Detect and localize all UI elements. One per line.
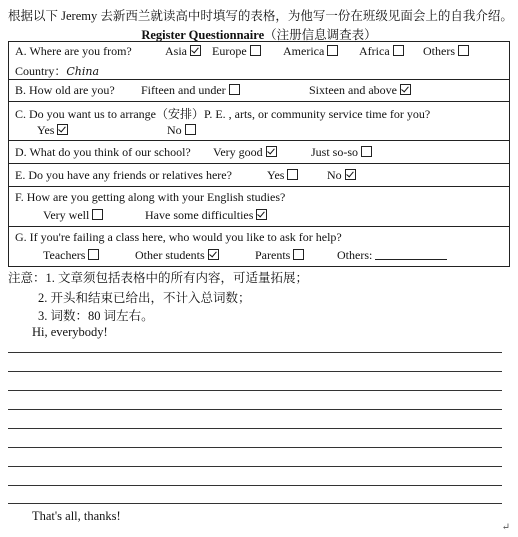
essay-closing: That's all, thanks! [32,509,121,523]
form-title-en: Register Questionnaire [141,28,265,42]
option-c-yes: Yes [37,123,68,138]
question-d: D. What do you think of our school? [15,145,191,159]
option-sixteen-above: Sixteen and above [309,83,411,98]
writing-line-9[interactable] [8,503,502,504]
option-europe: Europe [212,44,261,59]
option-e-yes: Yes [267,168,298,183]
checkbox-america[interactable] [327,45,338,56]
checkbox-very-well[interactable] [92,209,103,220]
checkbox-c-yes[interactable] [57,124,68,135]
checkbox-e-yes[interactable] [287,169,298,180]
option-c-no: No [167,123,196,138]
writing-line-1[interactable] [8,352,502,353]
checkbox-asia[interactable] [190,45,201,56]
writing-line-3[interactable] [8,390,502,391]
writing-line-5[interactable] [8,428,502,429]
question-a: A. Where are you from? [15,44,132,58]
row-b [9,80,510,102]
row-d [9,141,510,164]
option-teachers: Teachers [43,248,99,263]
questionnaire-table [8,41,510,267]
writing-line-7[interactable] [8,466,502,467]
option-africa: Africa [359,44,404,59]
option-very-good: Very good [213,145,277,160]
question-g: G. If you're failing a class here, who would you like to ask for help? [15,230,342,244]
option-e-no: No [327,168,356,183]
row-f [9,187,510,227]
question-e: E. Do you have any friends or relatives here? [15,168,232,182]
writing-line-8[interactable] [8,485,502,486]
question-b: B. How old are you? [15,83,115,97]
note-3: 3. 词数：80 词左右。 [38,309,154,323]
writing-line-4[interactable] [8,409,502,410]
checkbox-very-good[interactable] [266,146,277,157]
option-other-students: Other students [135,248,219,263]
checkbox-europe[interactable] [250,45,261,56]
checkbox-others[interactable] [458,45,469,56]
question-c: C. Do you want us to arrange（安排）P. E. , arts, or community service time for you? [15,107,431,121]
checkbox-just-so-so[interactable] [361,146,372,157]
checkbox-africa[interactable] [393,45,404,56]
checkbox-parents[interactable] [293,249,304,260]
checkbox-other-students[interactable] [208,249,219,260]
option-others: Others [423,44,469,59]
checkbox-c-no[interactable] [185,124,196,135]
checkbox-fifteen-under[interactable] [229,84,240,95]
others-blank[interactable] [375,258,447,260]
paragraph-mark: ↵ [501,522,510,533]
country-value: China [66,65,100,78]
task-instructions: 根据以下 Jeremy 去新西兰就读高中时填写的表格，为他写一份在班级见面会上的自我介绍。 [8,9,513,23]
row-e [9,164,510,187]
option-some-difficulties: Have some difficulties [145,208,267,223]
option-fifteen-under: Fifteen and under [141,83,240,98]
question-f: F. How are you getting along with your English studies? [15,190,286,204]
writing-line-6[interactable] [8,447,502,448]
essay-opening: Hi, everybody! [32,325,108,339]
checkbox-sixteen-above[interactable] [400,84,411,95]
option-just-so-so: Just so-so [311,145,372,160]
writing-line-2[interactable] [8,371,502,372]
option-america: America [283,44,338,59]
country-field: Country：China [15,64,100,78]
option-others-fill: Others: [337,248,447,263]
checkbox-e-no[interactable] [345,169,356,180]
row-c [9,102,510,141]
checkbox-some-difficulties[interactable] [256,209,267,220]
option-very-well: Very well [43,208,103,223]
row-a [9,42,510,80]
checkbox-teachers[interactable] [88,249,99,260]
note-1: 注意：1. 文章须包括表格中的所有内容，可适量拓展； [8,271,309,285]
option-asia: Asia [165,44,201,59]
form-title-cn: （注册信息调查表） [264,28,377,42]
note-2: 2. 开头和结束已给出，不计入总词数； [38,291,251,305]
row-g [9,227,510,267]
option-parents: Parents [255,248,304,263]
